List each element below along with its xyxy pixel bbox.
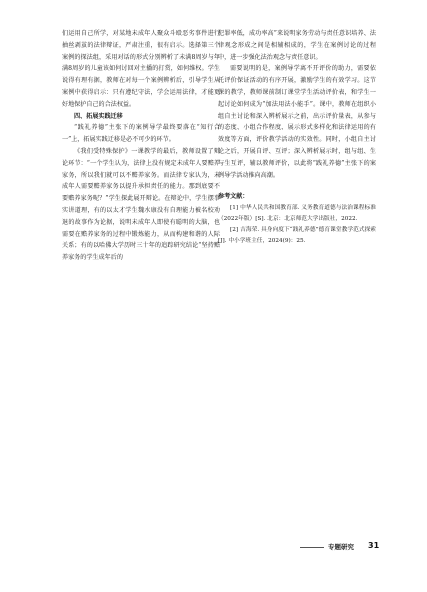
- reference-2-text: 吉海荣. 具身向度下“践礼养德”德育课堂教学范式探索[J]. 中小学班主任，2024(9)：25.: [218, 227, 376, 245]
- reference-1-text: 中华人民共和国教育部. 义务教育道德与法治课程标准（2022年版）[S]. 北京：北京师范大学出版社，2022.: [218, 205, 376, 223]
- left-paragraph-1: 们运用自己所学，对某地未成年人聚众斗殴恶劣事件进行抽丝剥茧的法律辩证，严肃注重，很有启示。选择第三个案例的探法组，采用对话的形式分别辨析了未满8周岁与年满8周岁的儿童该如何讨回对主播的打赏，如何维权。学生说得有理有据，教师在对每一个案例辨析后，引导学生从案例中获得启示：只有遵纪守法，学会运用法律，才能更好地保护自己的合法权益。: [62, 30, 220, 108]
- references-title: 参考文献：: [218, 193, 249, 201]
- right-column: [218, 28, 376, 247]
- reference-item-1: [218, 203, 376, 225]
- right-paragraph-1: 犯罪率低，成功率高”来说明家务劳动与责任意识培养、法律观念形成之间是相辅相成的，学生在案例讨论的过程中，进一步强化法治观念与责任意识。: [218, 30, 376, 61]
- reference-item-2: [218, 225, 376, 247]
- left-paragraph-3: 《我们受特殊保护》一课教学的最后，教师设置了辩论环节：“一个学生认为，法律上没有规定未成年人要赡养家务，所以我们就可以不赡养家务。而法律专家认为，未成年人需要赡养家务以提升承担责任的能力。那到底要不要赡养家务呢？”学生探此展开辩论。在辩论中，学生摆事实讲道理，有的以太才学生魏水康没有自理能力被名校劝退的故事作为论据，说明未成年人即使有聪明的大脑，也需要在赡养家务的过程中锻炼能力，从而构建和谐的人际关系；有的以哈佛大学历时三十年的追踪研究结论“坚持赡养家务的学生成年后的: [62, 147, 220, 262]
- page-number: 31: [368, 541, 380, 550]
- reference-1-number: [1]: [230, 205, 239, 212]
- reference-2-number: [2]: [230, 227, 239, 234]
- section-heading: 四、拓展实践迁移: [74, 112, 123, 120]
- left-paragraph-2: “践礼养德”主张下的案例导学最终要落在“知行合一”上，拓展实践迁移是必不可少的环节。: [62, 124, 220, 144]
- section-label: 专题研究: [324, 541, 358, 553]
- left-column: [62, 28, 220, 264]
- right-paragraph-2: 需要说明的是，案例导学离不开评价的助力，需要依托评价保证活动的有序开展，激励学生的有效学习。这节课的教学，教师课前制订课堂学生活动评价表，和学生一起讨论如何成为“加法用法小能手”。课中，教师在组织小组自主讨论和深入辨析展示之前，出示评价量表，从参与的态度、小组合作程度、展示形式多样化和法律运用的有效度等方面，评价教学活动的实效性。同时，小组自主讨论之后，开展自评、互评；深入辨析展示时，组与组、生与生互评，辅以教师评价，以此将“践礼养德”主张下的案例导学活动推向高潮。: [218, 65, 376, 179]
- page-footer: [0, 538, 427, 558]
